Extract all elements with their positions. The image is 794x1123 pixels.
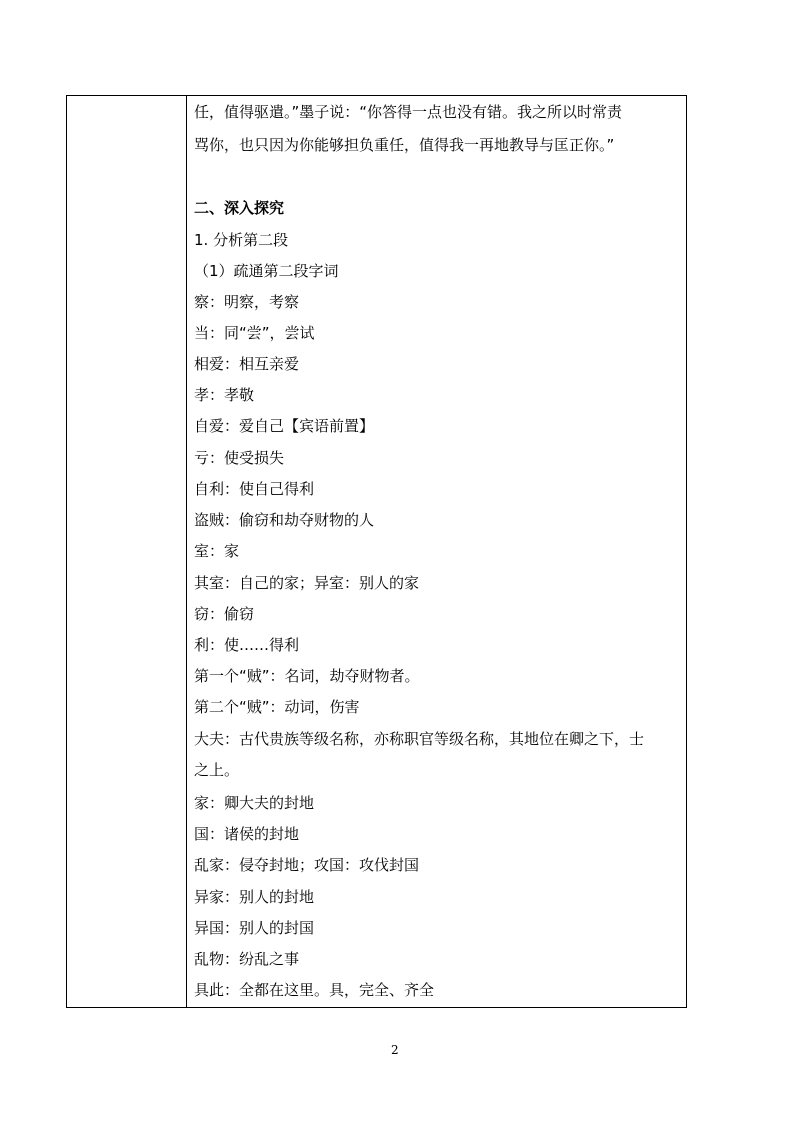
section-heading: 二、深入探究 bbox=[194, 199, 285, 217]
text-line: 室：家 bbox=[194, 542, 240, 560]
text-line: 乱物：纷乱之事 bbox=[194, 950, 300, 968]
text-line: 当：同“尝”，尝试 bbox=[194, 324, 315, 342]
text-line: 乱家：侵夺封地；攻国：攻伐封国 bbox=[194, 856, 420, 874]
text-line: 窃：偷窃 bbox=[194, 605, 255, 623]
text-line: 骂你，也只因为你能够担负重任，值得我一再地教导与匡正你。” bbox=[194, 136, 615, 154]
subsection-heading: （1）疏通第二段字词 bbox=[194, 262, 339, 280]
text-line: 具此：全都在这里。具，完全、齐全 bbox=[194, 981, 435, 999]
text-line: 自利：使自己得利 bbox=[194, 480, 315, 498]
text-line: 盗贼：偷窃和劫夺财物的人 bbox=[194, 511, 375, 529]
text-line: 任，值得驱遣。”墨子说：“你答得一点也没有错。我之所以时常责 bbox=[194, 103, 623, 121]
text-line: 异家：别人的封地 bbox=[194, 888, 315, 906]
text-line: 利：使……得利 bbox=[194, 636, 300, 654]
text-line: 孝：孝敬 bbox=[194, 386, 255, 404]
text-line: 其室：自己的家；异室：别人的家 bbox=[194, 574, 420, 592]
text-line: 察：明察，考察 bbox=[194, 293, 300, 311]
text-line: 第一个“贼”：名词，劫夺财物者。 bbox=[194, 667, 420, 685]
page-number: 2 bbox=[391, 1043, 399, 1057]
text-line: 相爱：相互亲爱 bbox=[194, 355, 300, 373]
text-line: 家：卿大夫的封地 bbox=[194, 794, 315, 812]
text-line: 第二个“贼”：动词，伤害 bbox=[194, 698, 360, 716]
text-line: 异国：别人的封国 bbox=[194, 919, 315, 937]
left-column-cell bbox=[67, 96, 187, 1007]
text-line: 国：诸侯的封地 bbox=[194, 825, 300, 843]
text-line: 大夫：古代贵族等级名称，亦称职官等级名称，其地位在卿之下，士 bbox=[194, 730, 645, 748]
text-line: 亏：使受损失 bbox=[194, 449, 285, 467]
text-line: 之上。 bbox=[194, 761, 240, 779]
text-line: 自爱：爱自己【宾语前置】 bbox=[194, 417, 375, 435]
subsection-heading: 1. 分析第二段 bbox=[194, 231, 289, 249]
content-table bbox=[66, 95, 687, 1008]
